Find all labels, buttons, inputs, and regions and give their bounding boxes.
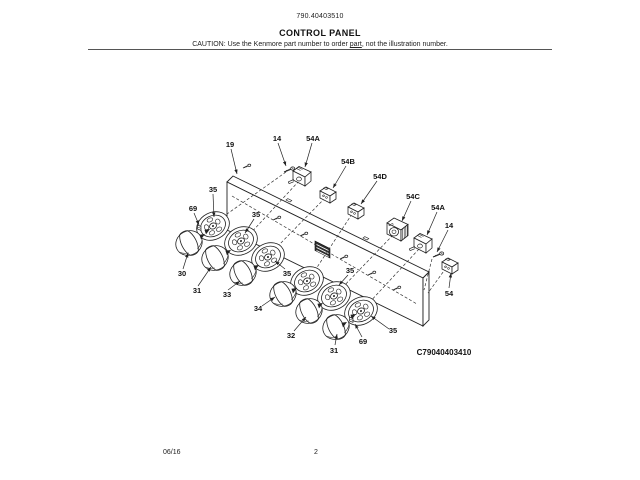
switch-54c: [387, 218, 408, 241]
callout-35-5: 35: [388, 326, 398, 335]
callout-35-2: 35: [251, 210, 261, 219]
screw-14-right: [433, 252, 444, 257]
caution-prefix: CAUTION: Use the Kenmore part number to order: [192, 41, 350, 48]
caution-suffix: , not the illustration number.: [361, 41, 448, 48]
callout-31-2: 31: [329, 346, 339, 355]
diagram-code: C79040403410: [416, 348, 472, 357]
footer-date: 06/16: [163, 449, 181, 456]
callout-31-1: 31: [192, 286, 202, 295]
panel-notch: [286, 199, 292, 202]
callout-14-right: 14: [444, 221, 454, 230]
panel-end-cap: [423, 272, 429, 326]
callout-35-4: 35: [345, 266, 355, 275]
callout-19: 19: [225, 140, 235, 149]
callout-35-1: 35: [208, 185, 218, 194]
callout-54: 54: [444, 289, 454, 298]
switch-54b: [320, 187, 336, 203]
callout-54a-right: 54A: [431, 203, 445, 212]
model-number: 790.40403510: [296, 13, 344, 20]
callout-30: 30: [177, 269, 187, 278]
panel-notch: [363, 237, 369, 240]
callout-54d: 54D: [373, 172, 387, 181]
infinite-switch-54a-right: [409, 234, 432, 254]
callout-33: 33: [222, 290, 232, 299]
switch-54: [442, 258, 458, 274]
callout-34: 34: [253, 304, 263, 313]
caution-underlined-word: part: [349, 41, 362, 48]
callout-14-top: 14: [272, 134, 282, 143]
callout-69-2: 69: [358, 337, 368, 346]
switch-54d: [348, 203, 364, 219]
callout-54c: 54C: [406, 192, 420, 201]
callout-32: 32: [286, 331, 296, 340]
panel-screw: [243, 164, 251, 168]
callout-69-1: 69: [188, 204, 198, 213]
callout-54a-top: 54A: [306, 134, 320, 143]
page-title: CONTROL PANEL: [279, 28, 361, 38]
callout-54b: 54B: [341, 157, 355, 166]
callout-35-3: 35: [282, 269, 292, 278]
footer-page-number: 2: [314, 449, 318, 456]
